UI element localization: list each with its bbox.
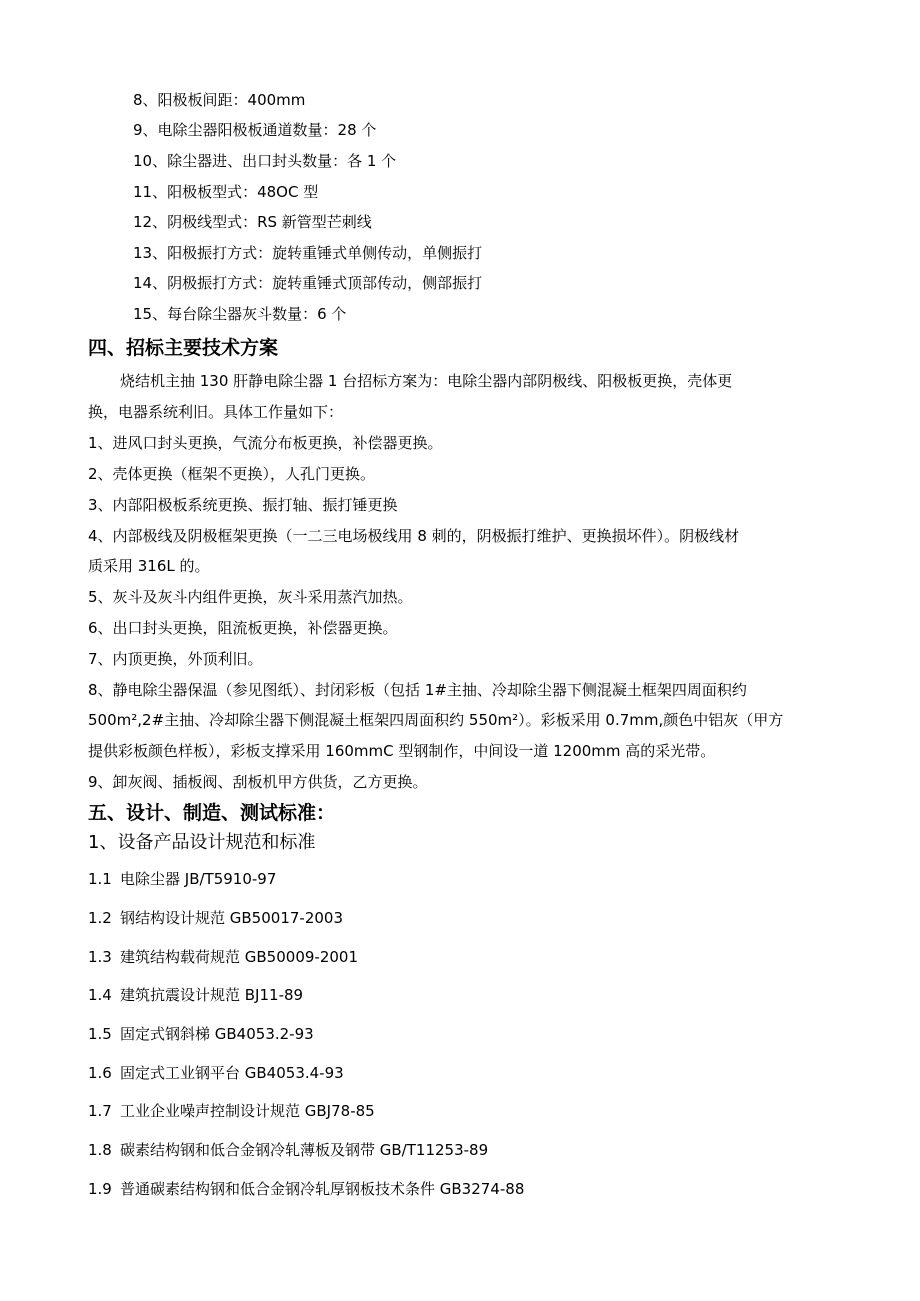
standard-item: 1.4 建筑抗震设计规范 BJ11-89 (88, 986, 304, 1004)
section-5-sub-heading: 1、设备产品设计规范和标准 (88, 832, 316, 853)
param-item: 10、除尘器进、出口封头数量：各 1 个 (133, 152, 397, 170)
section-4-intro-cont: 换，电器系统利旧。具体工作量如下： (88, 403, 344, 421)
standard-item: 1.5 固定式钢斜梯 GB4053.2-93 (88, 1025, 314, 1043)
work-item: 6、出口封头更换，阻流板更换，补偿器更换。 (88, 619, 398, 637)
param-item: 15、每台除尘器灰斗数量：6 个 (133, 305, 347, 323)
work-item-cont: 提供彩板颜色样板），彩板支撑采用 160mmC 型钢制作，中间设一道 1200mm 高的采光带。 (88, 742, 716, 760)
work-item: 5、灰斗及灰斗内组件更换，灰斗采用蒸汽加热。 (88, 588, 413, 606)
section-4-heading: 四、招标主要技术方案 (88, 337, 279, 359)
param-item: 8、阳极板间距：400mm (133, 91, 306, 109)
work-item: 2、壳体更换（框架不更换），人孔门更换。 (88, 465, 376, 483)
work-item: 7、内顶更换，外顶利旧。 (88, 650, 263, 668)
work-item-cont: 质采用 316L 的。 (88, 557, 210, 575)
work-item: 9、卸灰阀、插板阀、刮板机甲方供货，乙方更换。 (88, 773, 428, 791)
standard-item: 1.9 普通碳素结构钢和低合金钢冷轧厚钢板技术条件 GB3274-88 (88, 1180, 525, 1198)
standard-item: 1.2 钢结构设计规范 GB50017-2003 (88, 909, 343, 927)
work-item: 3、内部阳极板系统更换、振打轴、振打锤更换 (88, 496, 398, 514)
standard-item: 1.1 电除尘器 JB/T5910-97 (88, 870, 277, 888)
standard-item: 1.6 固定式工业钢平台 GB4053.4-93 (88, 1064, 344, 1082)
standard-item: 1.8 碳素结构钢和低合金钢冷轧薄板及钢带 GB/T11253-89 (88, 1141, 489, 1159)
work-item: 4、内部极线及阴极框架更换（一二三电场极线用 8 刺的，阴极振打维护、更换损坏件）。阴极线材 (88, 527, 740, 545)
param-item: 9、电除尘器阳极板通道数量：28 个 (133, 121, 377, 139)
standard-item: 1.3 建筑结构载荷规范 GB50009-2001 (88, 948, 358, 966)
section-5-heading: 五、设计、制造、测试标准： (88, 802, 336, 824)
standard-item: 1.7 工业企业噪声控制设计规范 GBJ78-85 (88, 1102, 375, 1120)
work-item: 8、静电除尘器保温（参见图纸）、封闭彩板（包括 1#主抽、冷却除尘器下侧混凝土框架四周面积约 (88, 681, 747, 699)
param-item: 12、阴极线型式：RS 新管型芒刺线 (133, 213, 372, 231)
section-4-intro: 烧结机主抽 130 肝静电除尘器 1 台招标方案为：电除尘器内部阴极线、阳极板更换，壳体更 (120, 372, 733, 390)
param-item: 11、阳极板型式：48OC 型 (133, 183, 319, 201)
work-item-cont: 500m²,2#主抽、冷却除尘器下侧混凝土框架四周面积约 550m²）。彩板采用 0.7mm,颜色中铝灰（甲方 (88, 711, 784, 729)
param-item: 13、阳极振打方式：旋转重锤式单侧传动，单侧振打 (133, 244, 483, 262)
work-item: 1、进风口封头更换，气流分布板更换，补偿器更换。 (88, 434, 443, 452)
param-item: 14、阴极振打方式：旋转重锤式顶部传动，侧部振打 (133, 274, 483, 292)
